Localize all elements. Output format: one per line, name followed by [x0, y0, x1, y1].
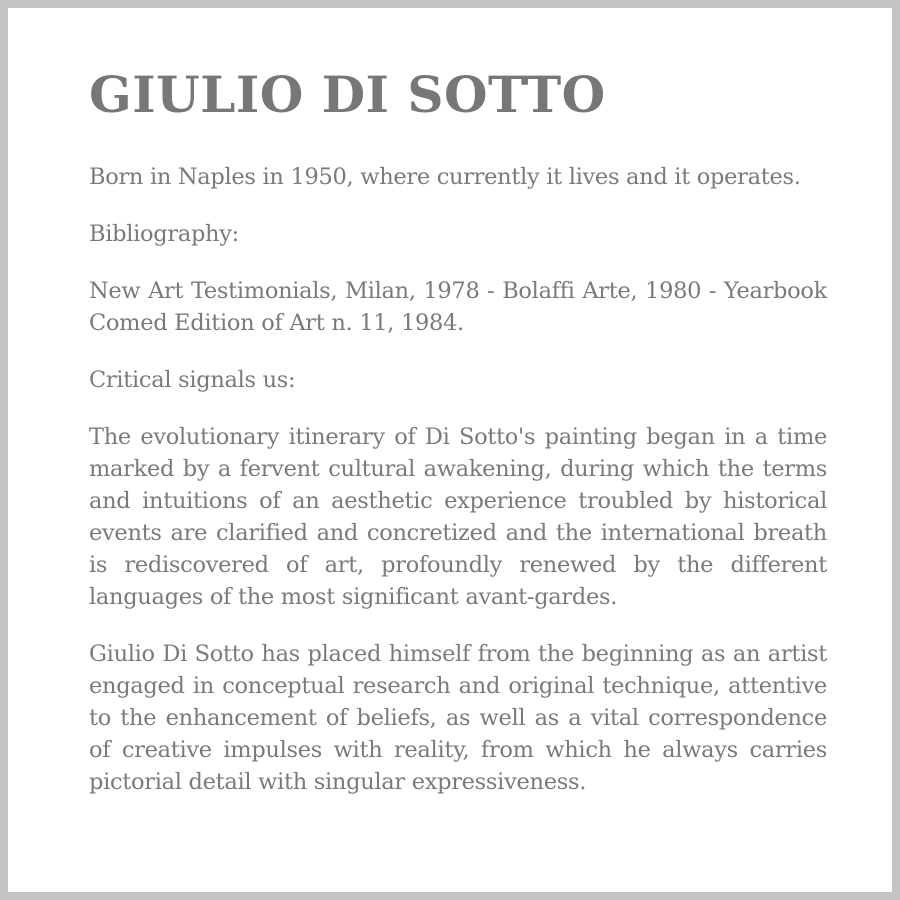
bibliography-text: New Art Testimonials, Milan, 1978 - Bolaffi Arte, 1980 - Yearbook Comed Edition of Art n. 11, 1984. [89, 278, 827, 336]
critique-label: Critical signals us: [89, 367, 296, 393]
artist-bio: Born in Naples in 1950, where currently it lives and it operates. [89, 164, 801, 190]
critique-paragraph-2: Giulio Di Sotto has placed himself from the beginning as an artist engaged in conceptual research and original technique, attentive to the enhancement of beliefs, as well as a vital correspondence of creative impulses with reality, from which he always carries pictorial detail with singular expressiveness. [89, 641, 827, 795]
artist-name-title: GIULIO DI SOTTO [89, 65, 606, 124]
critique-paragraph-1: The evolutionary itinerary of Di Sotto's painting began in a time marked by a fervent cultural awakening, during which the terms and intuitions of an aesthetic experience troubled by historical events are clarified and concretized and the international breath is rediscovered of art, profoundly renewed by the different languages of the most significant avant-gardes. [89, 424, 827, 610]
bibliography-label: Bibliography: [89, 221, 239, 247]
document-body [89, 60, 827, 798]
